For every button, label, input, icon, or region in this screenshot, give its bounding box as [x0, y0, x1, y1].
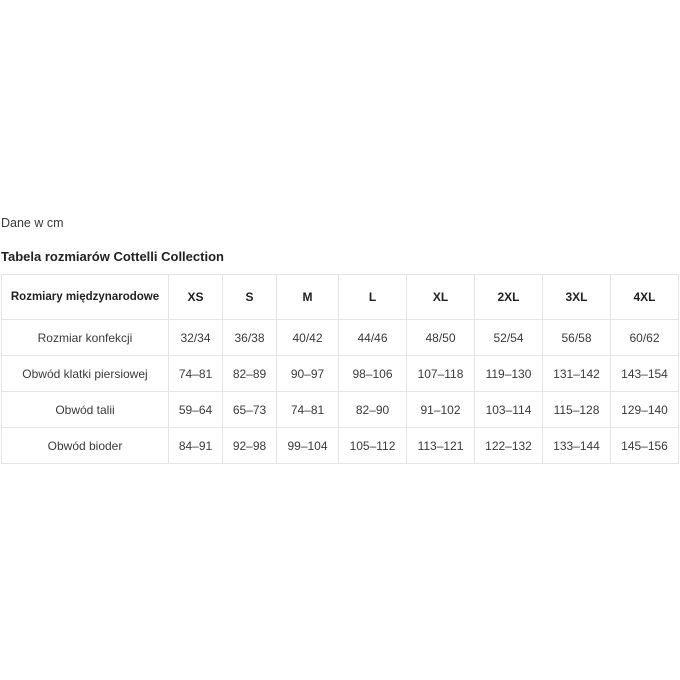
- table-row: [2, 320, 679, 356]
- table-cell: 40/42: [277, 320, 339, 356]
- table-header-row: [2, 275, 679, 320]
- table-cell: 103–114: [475, 392, 543, 428]
- column-header: 4XL: [611, 275, 679, 320]
- row-label: Obwód talii: [2, 392, 169, 428]
- table-cell: 44/46: [339, 320, 407, 356]
- row-label: Obwód klatki piersiowej: [2, 356, 169, 392]
- table-cell: 60/62: [611, 320, 679, 356]
- column-header: S: [223, 275, 277, 320]
- table-cell: 82–90: [339, 392, 407, 428]
- table-cell: 115–128: [543, 392, 611, 428]
- row-label: Obwód bioder: [2, 428, 169, 464]
- table-cell: 32/34: [169, 320, 223, 356]
- table-cell: 92–98: [223, 428, 277, 464]
- table-cell: 59–64: [169, 392, 223, 428]
- table-cell: 98–106: [339, 356, 407, 392]
- table-cell: 65–73: [223, 392, 277, 428]
- size-chart-table: [1, 274, 679, 464]
- table-cell: 90–97: [277, 356, 339, 392]
- table-cell: 84–91: [169, 428, 223, 464]
- table-cell: 52/54: [475, 320, 543, 356]
- table-cell: 105–112: [339, 428, 407, 464]
- table-cell: 107–118: [407, 356, 475, 392]
- size-chart-title: Tabela rozmiarów Cottelli Collection: [1, 249, 224, 264]
- table-row: [2, 392, 679, 428]
- column-header: M: [277, 275, 339, 320]
- table-cell: 74–81: [277, 392, 339, 428]
- column-header: Rozmiary międzynarodowe: [2, 275, 169, 320]
- units-note: Dane w cm: [1, 216, 64, 230]
- table-cell: 56/58: [543, 320, 611, 356]
- table-cell: 133–144: [543, 428, 611, 464]
- table-row: [2, 356, 679, 392]
- column-header: XS: [169, 275, 223, 320]
- row-label: Rozmiar konfekcji: [2, 320, 169, 356]
- table-cell: 99–104: [277, 428, 339, 464]
- table-cell: 48/50: [407, 320, 475, 356]
- table-cell: 113–121: [407, 428, 475, 464]
- column-header: 2XL: [475, 275, 543, 320]
- table-cell: 129–140: [611, 392, 679, 428]
- table-cell: 143–154: [611, 356, 679, 392]
- table-cell: 122–132: [475, 428, 543, 464]
- table-cell: 119–130: [475, 356, 543, 392]
- table-cell: 74–81: [169, 356, 223, 392]
- table-cell: 91–102: [407, 392, 475, 428]
- column-header: 3XL: [543, 275, 611, 320]
- table-cell: 36/38: [223, 320, 277, 356]
- table-cell: 131–142: [543, 356, 611, 392]
- column-header: XL: [407, 275, 475, 320]
- column-header: L: [339, 275, 407, 320]
- table-row: [2, 428, 679, 464]
- table-cell: 145–156: [611, 428, 679, 464]
- table-cell: 82–89: [223, 356, 277, 392]
